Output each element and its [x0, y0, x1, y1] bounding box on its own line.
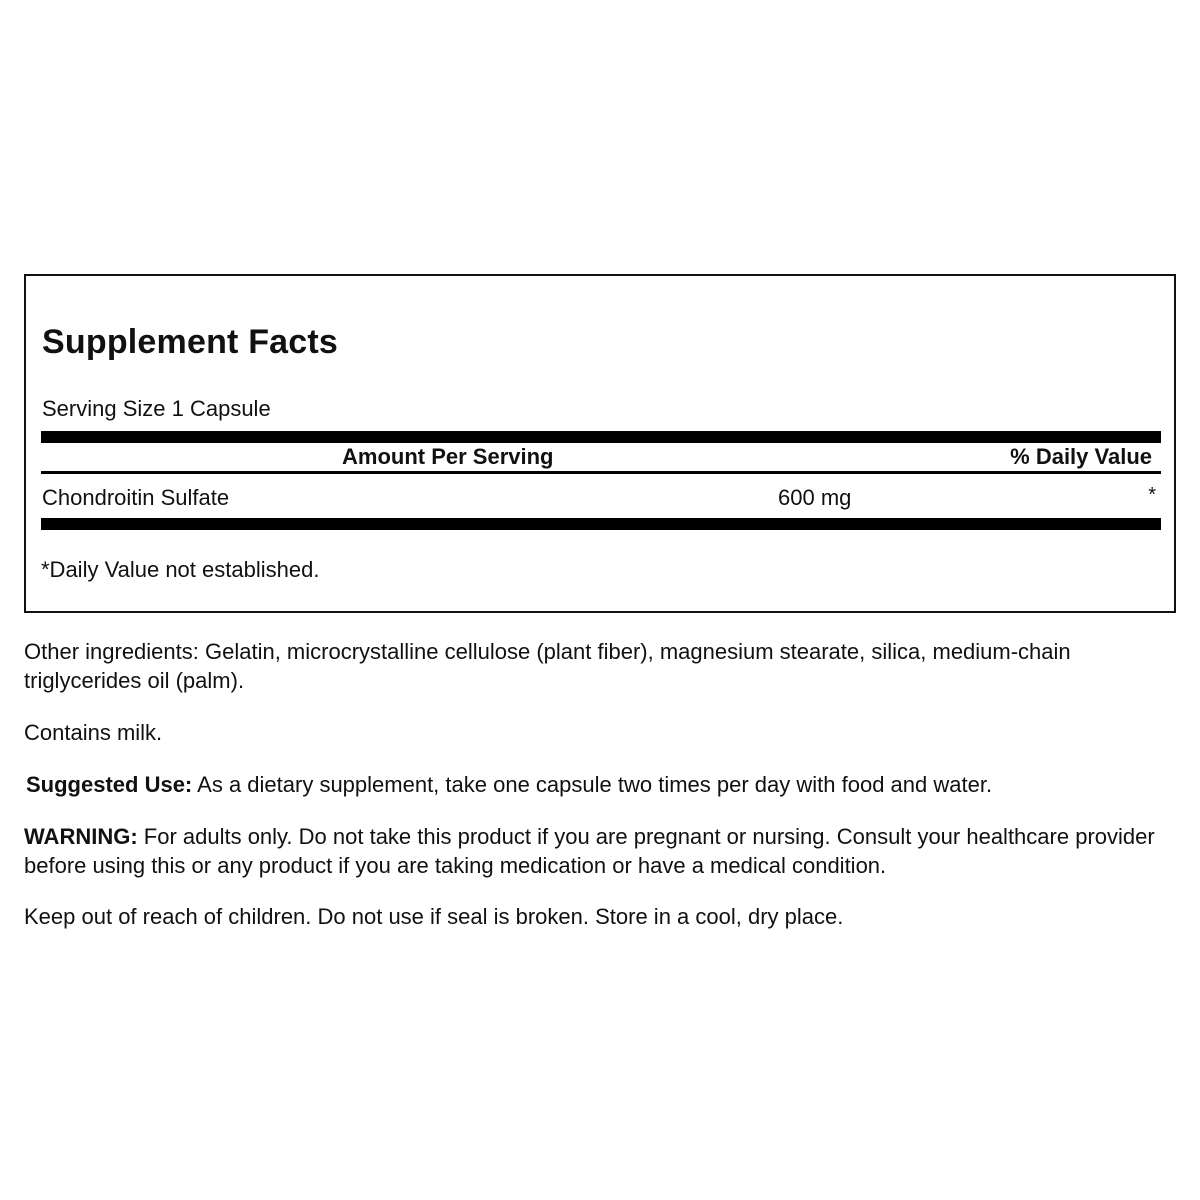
supplement-facts-panel: [24, 274, 1176, 613]
amount-per-serving-header: Amount Per Serving: [342, 444, 554, 469]
warning-text: For adults only. Do not take this product if you are pregnant or nursing. Consult your healthcare provider before using this or any product if you are taking medication or have a medical condition.: [24, 824, 1155, 878]
ingredient-amount: 600 mg: [778, 485, 852, 510]
allergen-statement: Contains milk.: [24, 720, 163, 745]
thick-divider-bottom: [41, 518, 1161, 530]
storage-instructions: Keep out of reach of children. Do not use if seal is broken. Store in a cool, dry place.: [24, 904, 844, 929]
daily-value-header: % Daily Value: [1010, 444, 1152, 469]
facts-title: Supplement Facts: [42, 323, 339, 361]
thick-divider-top: [41, 431, 1161, 443]
warning-label: WARNING:: [24, 824, 138, 849]
suggested-use-text: As a dietary supplement, take one capsule two times per day with food and water.: [192, 772, 993, 797]
ingredient-daily-value: *: [1148, 484, 1156, 506]
suggested-use-label: Suggested Use:: [26, 772, 193, 797]
warning: [24, 822, 1184, 880]
ingredient-name: Chondroitin Sulfate: [42, 485, 230, 510]
suggested-use: [26, 770, 1186, 799]
daily-value-footnote: *Daily Value not established.: [41, 557, 320, 582]
other-ingredients: Other ingredients: Gelatin, microcrystalline cellulose (plant fiber), magnesium stearate, silica, medium-chain triglycerides oil (palm).: [24, 639, 1071, 693]
thin-divider: [41, 471, 1161, 474]
serving-size: Serving Size 1 Capsule: [42, 396, 271, 421]
